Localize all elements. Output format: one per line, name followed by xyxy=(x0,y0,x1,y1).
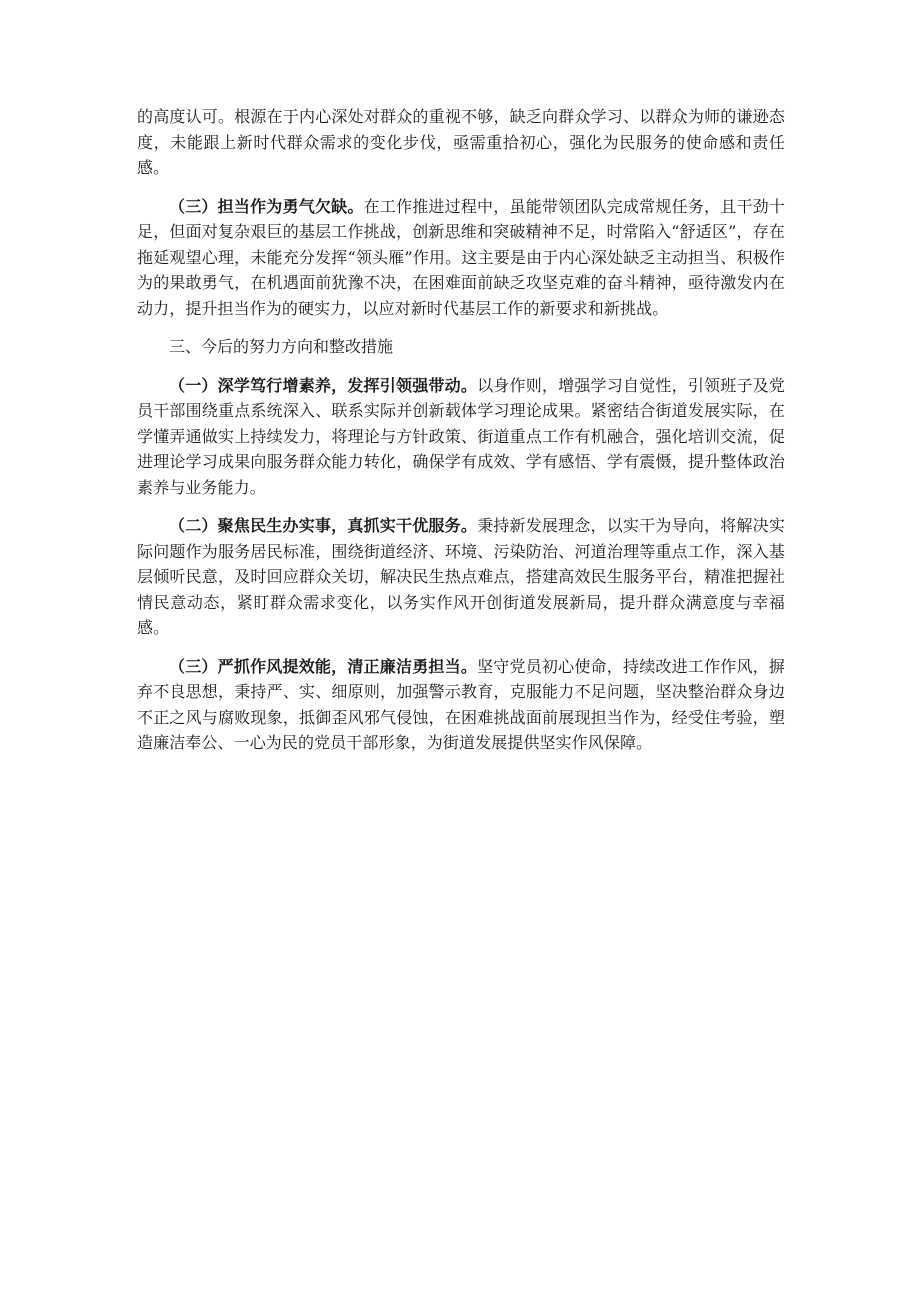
paragraph-intro: 的高度认可。根源在于内心深处对群众的重视不够，缺乏向群众学习、以群众为师的谦逊态度，未能跟上新时代群众需求的变化步伐，亟需重拾初心，强化为民服务的使命感和责任感。 xyxy=(137,107,785,177)
section-heading: 三、今后的努力方向和整改措施 xyxy=(169,337,394,356)
paragraph-lead: （三）严抓作风提效能，清正廉洁勇担当。 xyxy=(169,656,478,676)
paragraph-lead: （一）深学笃行增素养，发挥引领强带动。 xyxy=(169,375,478,395)
paragraph-body: 以身作则，增强学习自觉性，引领班子及党员干部围绕重点系统深入、联系实际并创新载体学习理论成果。紧密结合街道发展实际，在学懂弄通做实上持续发力，将理论与方针政策、街道重点工作有机融合，强化培训交流，促进理论学习成果向服务群众能力转化，确保学有成效、学有感悟、学有震慑，提升整体政治素养与业务能力。 xyxy=(137,375,786,497)
paragraph-body: 坚守党员初心使命，持续改进工作作风，摒弃不良思想，秉持严、实、细原则，加强警示教育，克服能力不足问题，坚决整治群众身边不正之风与腐败现象，抵御歪风邪气侵蚀，在困难挑战面前展现担当作为，经受住考验，塑造廉洁奉公、一心为民的党员干部形象，为街道发展提供坚实作风保障。 xyxy=(137,656,786,752)
paragraph-measure-3 xyxy=(137,654,785,756)
paragraph-body: 秉持新发展理念，以实干为导向，将解决实际问题作为服务居民标准，围绕街道经济、环境、污染防治、河道治理等重点工作，深入基层倾听民意，及时回应群众关切，解决民生热点难点，搭建高效民生服务平台，精准把握社情民意动态，紧盯群众需求变化，以务实作风开创街道发展新局，提升群众满意度与幸福感。 xyxy=(137,516,786,637)
document-page xyxy=(137,104,785,769)
paragraph-measure-2 xyxy=(137,513,785,641)
paragraph-lead: （二）聚焦民生办实事，真抓实干优服务。 xyxy=(169,516,478,535)
paragraph-courage-lacking xyxy=(137,194,785,322)
paragraph-body: 在工作推进过程中，虽能带领团队完成常规任务，且干劲十足，但面对复杂艰巨的基层工作挑战，创新思维和突破精神不足，时常陷入“舒适区”，存在拖延观望心理，未能充分发挥“领头雁”作用。这主要是由于内心深处缺乏主动担当、积极作为的果敢勇气，在机遇面前犹豫不决，在困难面前缺乏攻坚克难的奋斗精神，亟待激发内在动力，提升担当作为的硬实力，以应对新时代基层工作的新要求和新挑战。 xyxy=(137,196,785,318)
paragraph-measure-1 xyxy=(137,373,785,501)
paragraph-lead: （三）担当作为勇气欠缺。 xyxy=(169,196,364,216)
